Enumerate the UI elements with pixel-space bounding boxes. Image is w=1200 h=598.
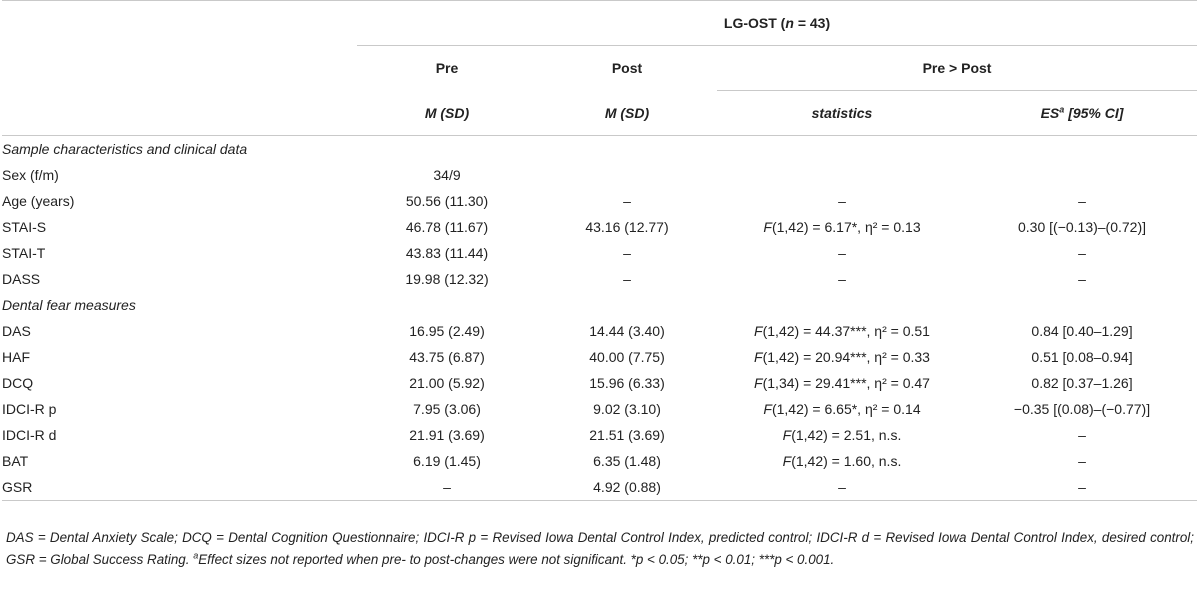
statistics-text: (1,42) = 1.60, n.s. — [791, 453, 902, 469]
statistics-value — [717, 370, 967, 396]
post-value: 21.51 (3.69) — [589, 427, 665, 443]
post-value: – — [623, 245, 631, 261]
es-header: $ES^a$ [95% CI] — [967, 91, 1197, 136]
statistics-value — [717, 162, 967, 188]
table-row — [2, 422, 1197, 448]
f-symbol: F — [754, 349, 763, 365]
es-value: – — [1078, 427, 1086, 443]
corner-cell — [2, 1, 357, 136]
post-value — [537, 162, 717, 188]
es-value: 0.30 [(−0.13)–(0.72)] — [1018, 219, 1147, 235]
f-symbol: F — [782, 453, 792, 469]
statistics-text: (1,42) = 20.94***, η² = 0.33 — [762, 349, 930, 365]
f-symbol: F — [754, 375, 763, 391]
statistics-text: (1,42) = 2.51, n.s. — [791, 427, 902, 443]
statistics-header: statistics — [717, 91, 967, 136]
post-value: 14.44 (3.40) — [589, 323, 665, 339]
pre-value: 50.56 (11.30) — [405, 193, 489, 209]
row-label: DCQ — [2, 375, 34, 391]
table-row — [2, 266, 1197, 292]
statistics-text: (1,34) = 29.41***, η² = 0.47 — [762, 375, 930, 391]
es-value — [967, 162, 1197, 188]
pre-value: 46.78 (11.67) — [405, 219, 489, 235]
row-label: STAI-T — [2, 245, 46, 261]
statistics-value — [717, 474, 967, 501]
row-label: DAS — [2, 323, 31, 339]
row-label: BAT — [2, 453, 29, 469]
statistics-text: – — [838, 271, 846, 287]
es-value: −0.35 [(0.08)–(−0.77)] — [1013, 401, 1151, 417]
row-label: STAI-S — [2, 219, 47, 235]
statistics-value — [717, 240, 967, 266]
post-value: – — [623, 193, 631, 209]
statistics-text: (1,42) = 6.65*, η² = 0.14 — [771, 401, 921, 417]
f-symbol: F — [763, 219, 772, 235]
table-row — [2, 214, 1197, 240]
statistics-text: – — [838, 245, 846, 261]
es-value: – — [1078, 245, 1086, 261]
pre-value: 19.98 (12.32) — [405, 271, 489, 287]
es-value: 0.82 [0.37–1.26] — [1031, 375, 1133, 391]
statistics-text: – — [838, 479, 846, 495]
pre-value: 34/9 — [433, 167, 461, 183]
row-label: GSR — [2, 474, 357, 501]
row-label: Age (years) — [2, 193, 75, 209]
f-symbol: F — [763, 401, 772, 417]
table-row — [2, 370, 1197, 396]
es-value: – — [967, 474, 1197, 501]
row-label: IDCI-R p — [2, 401, 57, 417]
post-stat-header: M (SD) — [537, 91, 717, 136]
section-row — [2, 136, 1197, 163]
pre-value: – — [357, 474, 537, 501]
statistics-text: (1,42) = 6.17*, η² = 0.13 — [771, 219, 921, 235]
post-value: 15.96 (6.33) — [589, 375, 665, 391]
post-value: 40.00 (7.75) — [589, 349, 665, 365]
pre-value: 43.83 (11.44) — [405, 245, 489, 261]
statistics-value — [717, 188, 967, 214]
pre-header: Pre — [435, 60, 459, 77]
f-symbol: F — [782, 427, 792, 443]
post-value: 43.16 (12.77) — [585, 219, 669, 235]
row-label: DASS — [2, 271, 41, 287]
statistics-value — [717, 448, 967, 474]
pre-value: 6.19 (1.45) — [413, 453, 481, 469]
statistics-value — [717, 422, 967, 448]
statistics-text: – — [838, 193, 846, 209]
statistics-text: (1,42) = 44.37***, η² = 0.51 — [762, 323, 930, 339]
statistics-value — [717, 396, 967, 422]
pre-value: 16.95 (2.49) — [409, 323, 485, 339]
pre-value: 43.75 (6.87) — [409, 349, 485, 365]
statistics-value — [717, 214, 967, 240]
results-table — [2, 0, 1197, 501]
pre-value: 21.91 (3.69) — [409, 427, 485, 443]
statistics-value — [717, 266, 967, 292]
statistics-value — [717, 318, 967, 344]
post-value: – — [623, 271, 631, 287]
pre-value: 7.95 (3.06) — [413, 401, 481, 417]
comparison-header: Pre > Post — [717, 46, 1197, 91]
table-row — [2, 318, 1197, 344]
group-header: LG-OST (n = 43) — [357, 1, 1197, 46]
row-label: HAF — [2, 349, 30, 365]
table-row — [2, 162, 1197, 188]
es-value: 0.84 [0.40–1.29] — [1031, 323, 1133, 339]
table-row — [2, 448, 1197, 474]
statistics-value — [717, 344, 967, 370]
row-label: IDCI-R d — [2, 427, 57, 443]
es-value: – — [1078, 193, 1086, 209]
f-symbol: F — [754, 323, 763, 339]
section-title: Dental fear measures — [2, 297, 136, 313]
es-value: – — [1078, 453, 1086, 469]
table-row — [2, 344, 1197, 370]
table-row — [2, 240, 1197, 266]
post-value: 6.35 (1.48) — [593, 453, 661, 469]
pre-stat-header: M (SD) — [357, 91, 537, 136]
table-row — [2, 474, 1197, 501]
es-value: 0.51 [0.08–0.94] — [1031, 349, 1133, 365]
table-footnote: DAS = Dental Anxiety Scale; DCQ = Dental Cognition Questionnaire; IDCI-R p = Revised Iowa Dental Control Index, predicted control; IDCI-R d = Revised Iowa Dental Control Index, desired control; GSR = Global Success Rating. $^a$Effect sizes not reported when pre- to post-changes were not significant. *p < 0.05; **p < 0.01; ***p < 0.001. — [6, 530, 1194, 567]
post-value: 4.92 (0.88) — [537, 474, 717, 501]
es-value: – — [1078, 271, 1086, 287]
section-row — [2, 292, 1197, 318]
row-label: Sex (f/m) — [2, 167, 59, 183]
table-row — [2, 188, 1197, 214]
post-header: Post — [611, 60, 643, 77]
table-row — [2, 396, 1197, 422]
post-value: 9.02 (3.10) — [593, 401, 661, 417]
section-title: Sample characteristics and clinical data — [2, 141, 248, 157]
pre-value: 21.00 (5.92) — [409, 375, 485, 391]
